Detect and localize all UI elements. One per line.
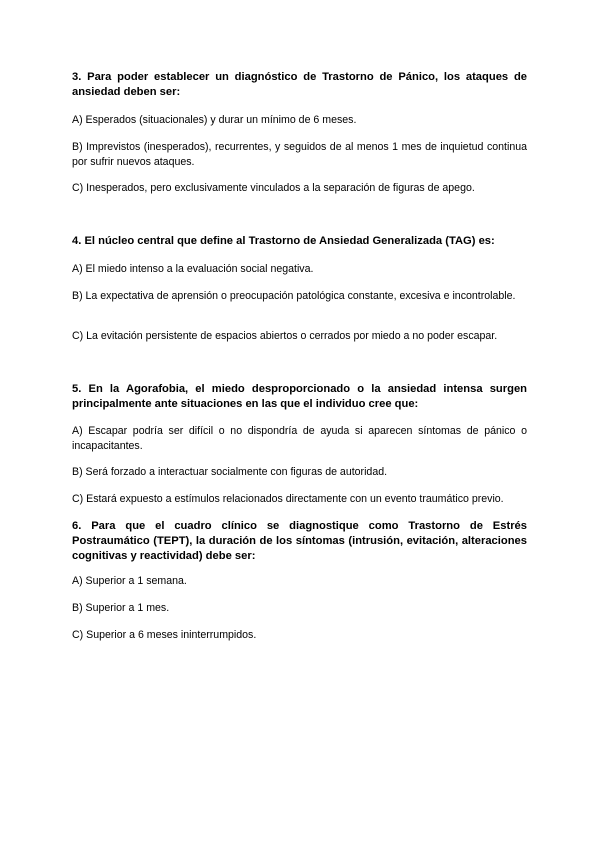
option-a: A) Escapar podría ser difícil o no dispondría de ayuda si aparecen síntomas de pánico o incapacitantes. <box>72 425 527 452</box>
question-6 <box>72 519 527 641</box>
option-c: C) Inesperados, pero exclusivamente vinculados a la separación de figuras de apego. <box>72 182 475 194</box>
question-5 <box>72 382 527 505</box>
option-c: C) Estará expuesto a estímulos relacionados directamente con un evento traumático previo. <box>72 493 504 505</box>
question-3 <box>72 70 527 194</box>
option-b: B) Superior a 1 mes. <box>72 602 170 614</box>
question-title: 6. Para que el cuadro clínico se diagnostique como Trastorno de Estrés Postraumático (TEPT), la duración de los síntomas (intrusión, evitación, alteraciones cognitivas y reactividad) debe ser: <box>72 520 527 562</box>
option-b: B) Será forzado a interactuar socialmente con figuras de autoridad. <box>72 466 388 478</box>
option-c: C) Superior a 6 meses ininterrumpidos. <box>72 629 257 641</box>
option-a: A) El miedo intenso a la evaluación social negativa. <box>72 263 314 275</box>
question-title: 5. En la Agorafobia, el miedo desproporcionado o la ansiedad intensa surgen principalmente ante situaciones en las que el individuo cree que: <box>72 383 527 410</box>
question-title: 3. Para poder establecer un diagnóstico de Trastorno de Pánico, los ataques de ansiedad deben ser: <box>72 71 527 98</box>
question-4 <box>72 234 527 342</box>
option-b: B) Imprevistos (inesperados), recurrentes, y seguidos de al menos 1 mes de inquietud continua por sufrir nuevos ataques. <box>72 141 527 168</box>
option-c: C) La evitación persistente de espacios abiertos o cerrados por miedo a no poder escapar. <box>72 330 498 342</box>
option-a: A) Esperados (situacionales) y durar un mínimo de 6 meses. <box>72 114 357 126</box>
option-a: A) Superior a 1 semana. <box>72 575 187 587</box>
question-title: 4. El núcleo central que define al Trastorno de Ansiedad Generalizada (TAG) es: <box>72 235 495 247</box>
option-b: B) La expectativa de aprensión o preocupación patológica constante, excesiva e incontrolable. <box>72 290 516 302</box>
